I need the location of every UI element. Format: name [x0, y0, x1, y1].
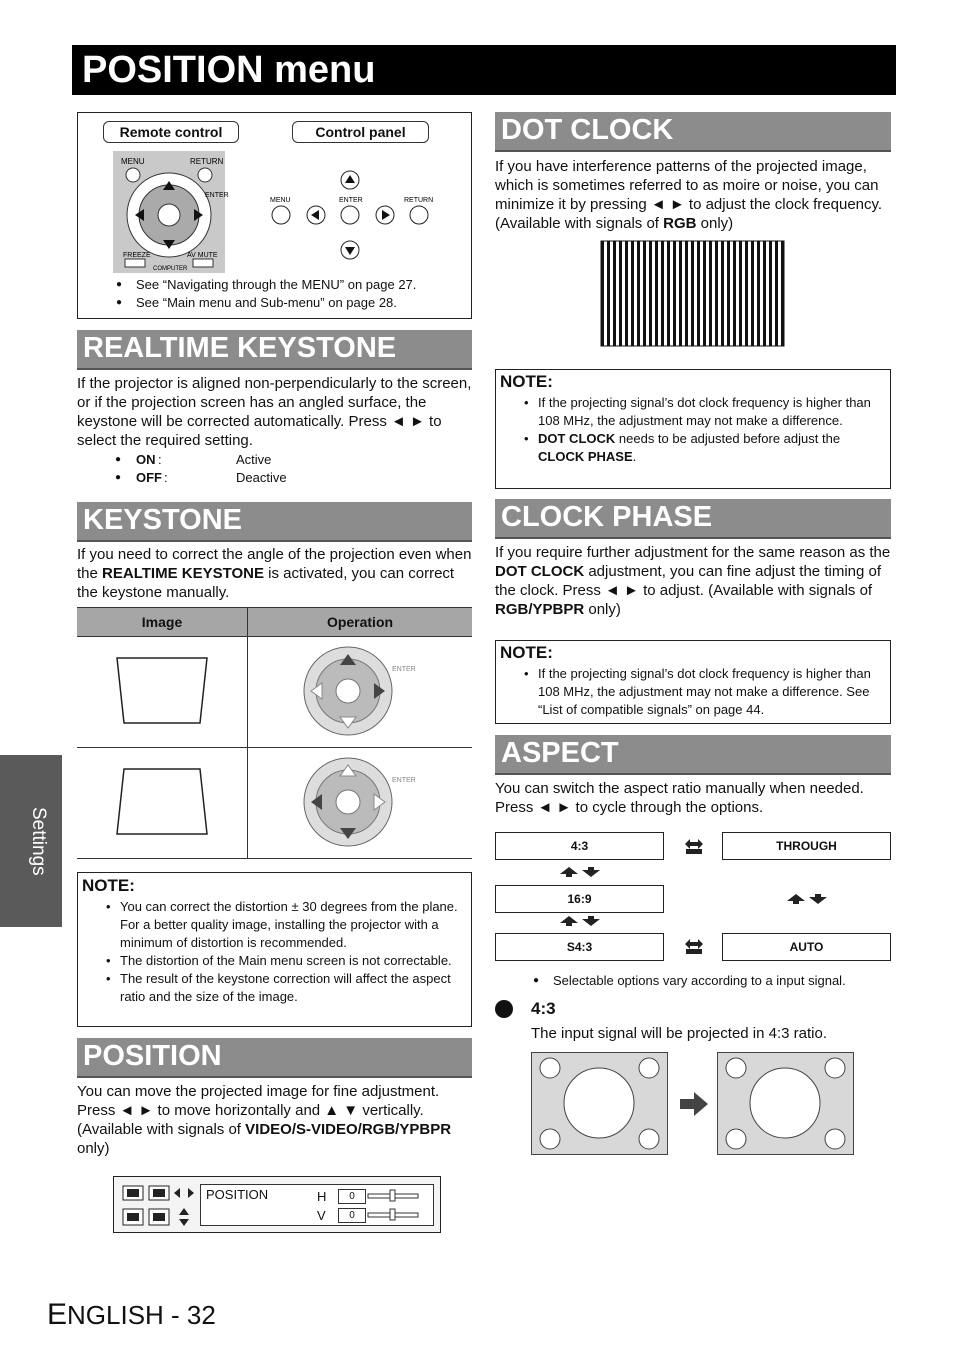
clock-phase-text-bold: DOT CLOCK: [495, 563, 585, 580]
swap-vertical-icon: [560, 866, 600, 878]
aspect-option-s4-3: S4:3: [495, 933, 664, 961]
note2-end: .: [632, 449, 637, 464]
option-bullet-icon: ●: [115, 472, 122, 483]
clock-phase-text: [495, 543, 891, 619]
position-text-a: You can move the projected image for fine adjustment. Press ◄ ► to move horizontally and ▲ ▼ vertically. (Available with signals of: [77, 1083, 440, 1138]
keystone-heading: KEYSTONE: [77, 502, 472, 542]
note-item: [538, 430, 886, 466]
option-off-colon: :: [164, 470, 168, 485]
keystone-text-bold: REALTIME KEYSTONE: [102, 565, 264, 582]
clock-phase-text-bold2: RGB/YPBPR: [495, 601, 585, 618]
clock-phase-text-a: If you require further adjustment for the same reason as the: [495, 544, 891, 561]
osd-position-label: POSITION: [206, 1187, 269, 1202]
option-bullet-icon: ●: [115, 454, 122, 465]
nav-bullet-1: ● See “Navigating through the MENU” on page 27.: [136, 276, 531, 294]
remote-control-illustration: [113, 151, 229, 273]
keystone-text: [77, 545, 472, 602]
realtime-keystone-text: If the projector is aligned non-perpendicularly to the screen, or if the projection screen has an angled surface, the keystone will be corrected automatically. Press ◄ ► to select the required setting.: [77, 375, 472, 449]
dpad-enter-text: ENTER: [392, 665, 416, 673]
dpad-enter-text: ENTER: [392, 776, 416, 784]
option-on-row: [77, 451, 472, 469]
side-tab-label: Settings: [28, 806, 49, 876]
dot-clock-note: [495, 369, 891, 489]
aspect-subtext: The input signal will be projected in 4:3 ratio.: [531, 1025, 828, 1042]
aspect-bullets: [495, 972, 949, 990]
dot-clock-text-bold: RGB: [663, 215, 697, 232]
option-on-colon: :: [158, 452, 162, 467]
position-text-bold: VIDEO/S-VIDEO/RGB/YPBPR: [245, 1121, 452, 1138]
aspect-option-through: THROUGH: [722, 832, 891, 860]
keystone-note-list: [82, 898, 467, 1006]
option-on-value: Active: [236, 452, 272, 467]
trapezoid-top-wide-icon: [112, 653, 212, 728]
aspect-subsection-bullet-icon: [495, 1000, 513, 1018]
dot-clock-text-c: only): [696, 215, 734, 232]
note-title: NOTE:: [82, 876, 135, 895]
note2-bold2: CLOCK PHASE: [538, 449, 633, 464]
note-item: • The result of the keystone correction will affect the aspect ratio and the size of the image.: [120, 970, 467, 1006]
realtime-keystone-heading: REALTIME KEYSTONE: [77, 330, 472, 370]
aspect-option-16-9: 16:9: [495, 885, 664, 913]
osd-h-value: 0: [338, 1189, 366, 1204]
swap-vertical-icon: [787, 893, 827, 905]
aspect-option-auto: AUTO: [722, 933, 891, 961]
option-off-value: Deactive: [236, 470, 287, 485]
nav-bullets: [78, 276, 531, 311]
position-osd-panel: [200, 1184, 434, 1226]
dpad-up-right-icon: [300, 646, 420, 736]
note-item: • If the projecting signal’s dot clock frequency is higher than 108 MHz, the adjustment may not make a difference.: [538, 394, 886, 430]
remote-control-label: Remote control: [103, 121, 239, 143]
remote-enter-text: ENTER: [205, 192, 229, 199]
side-tab: [0, 755, 62, 927]
dpad-down-left-icon: [300, 757, 420, 847]
dot-clock-heading: DOT CLOCK: [495, 112, 891, 152]
col-image-header: Image: [77, 608, 248, 637]
option-on-key: ON: [136, 452, 156, 467]
swap-horizontal-icon: [684, 939, 704, 955]
keystone-text-a: If you need to correct the angle of the projection even when the: [77, 546, 472, 582]
osd-sliders-icon[interactable]: [367, 1189, 419, 1223]
osd-v-value: 0: [338, 1208, 366, 1223]
keystone-operation-cell: [248, 748, 473, 859]
col-operation-header: Operation: [248, 608, 473, 637]
remote-menu-text: MENU: [121, 157, 145, 166]
osd-h-label: H: [317, 1189, 327, 1204]
table-row: [77, 748, 472, 859]
panel-return-text: RETURN: [404, 197, 434, 204]
footer-first-letter: E: [47, 1298, 68, 1331]
dot-clock-text: [495, 157, 891, 233]
clock-phase-heading: CLOCK PHASE: [495, 499, 891, 539]
option-off-row: [77, 469, 472, 487]
table-row: [77, 637, 472, 748]
clock-phase-note-list: [500, 665, 886, 719]
position-text: [77, 1082, 472, 1158]
moire-pattern-image: [601, 241, 784, 346]
swap-vertical-icon: [560, 915, 600, 927]
nav-box: [77, 112, 472, 319]
position-osd-icons: [122, 1185, 198, 1227]
note-item: • You can correct the distortion ± 30 degrees from the plane. For a better quality image, installing the projector with a minimum of distortion is recommended.: [120, 898, 467, 952]
aspect-option-4-3: 4:3: [495, 832, 664, 860]
clock-phase-text-b: adjustment, you can fine adjust the timing of the clock. Press ◄ ► to adjust. (Available with signals of: [495, 563, 882, 599]
option-off-key: OFF: [136, 470, 162, 485]
note2-mid: needs to be adjusted before adjust the: [615, 431, 841, 446]
panel-enter-text: ENTER: [339, 197, 363, 204]
dot-clock-note-list: [500, 394, 886, 466]
page-title: POSITION menu: [72, 45, 896, 95]
nav-bullet-2: ● See “Main menu and Sub-menu” on page 28.: [136, 294, 531, 312]
note2-bold: DOT CLOCK: [538, 431, 616, 446]
control-panel-illustration: [263, 168, 443, 263]
footer-text: NGLISH - 32: [67, 1300, 216, 1330]
dot-clock-text-a: If you have interference patterns of the projected image, which is sometimes referred to as moire or noise, you can minimize it by pressing ◄ ► to adjust the clock frequency. (Available with signals of: [495, 158, 883, 232]
aspect-43-after-image: [717, 1052, 854, 1155]
keystone-note: [77, 872, 472, 1027]
aspect-heading: ASPECT: [495, 735, 891, 775]
note-item: • The distortion of the Main menu screen is not correctable.: [120, 952, 467, 970]
clock-phase-note: [495, 640, 891, 724]
remote-freeze-text: FREEZE: [123, 252, 151, 259]
osd-v-label: V: [317, 1208, 326, 1223]
arrow-right-icon: [680, 1092, 708, 1116]
position-heading: POSITION: [77, 1038, 472, 1078]
page-footer: [47, 1298, 216, 1332]
keystone-text-b: is activated, you can correct the keystone manually.: [77, 565, 455, 601]
realtime-keystone-options: [77, 451, 472, 487]
keystone-image-cell: [77, 748, 248, 859]
clock-phase-text-c: only): [584, 601, 621, 618]
note-title: NOTE:: [500, 643, 553, 662]
control-panel-label: Control panel: [292, 121, 429, 143]
position-text-c: only): [77, 1140, 110, 1157]
trapezoid-bottom-wide-icon: [112, 764, 212, 839]
aspect-bullet: ● Selectable options vary according to a input signal.: [553, 972, 949, 990]
keystone-operation-cell: [248, 637, 473, 748]
aspect-subheading: 4:3: [531, 999, 556, 1018]
note-title: NOTE:: [500, 372, 553, 391]
remote-return-text: RETURN: [190, 157, 224, 166]
position-osd: [113, 1176, 441, 1233]
aspect-text: You can switch the aspect ratio manually when needed. Press ◄ ► to cycle through the options.: [495, 780, 864, 816]
remote-computer-text: COMPUTER: [153, 266, 188, 272]
panel-menu-text: MENU: [270, 197, 291, 204]
swap-horizontal-icon: [684, 839, 704, 855]
keystone-image-cell: [77, 637, 248, 748]
aspect-43-before-image: [531, 1052, 668, 1155]
remote-avmute-text: AV MUTE: [187, 252, 218, 259]
keystone-table: [77, 607, 472, 859]
note-item: • If the projecting signal’s dot clock frequency is higher than 108 MHz, the adjustment may not make a difference. See “List of compatible signals” on page 44.: [538, 665, 886, 719]
